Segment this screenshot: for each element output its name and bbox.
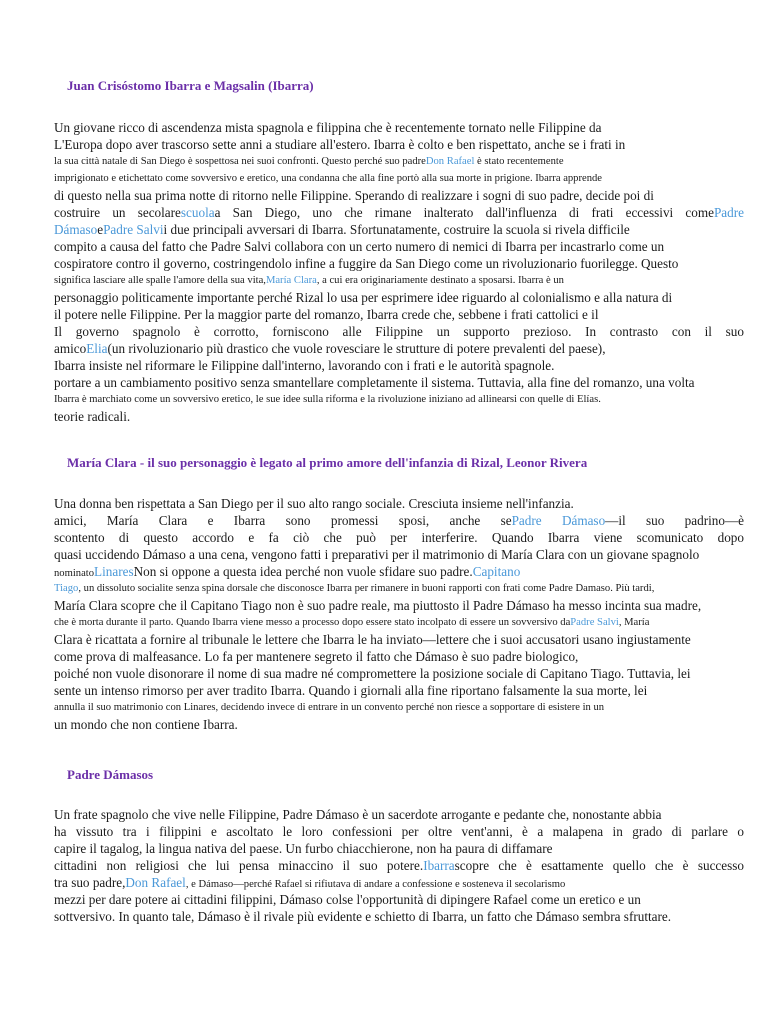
text-line xyxy=(54,529,744,546)
text-line xyxy=(54,204,744,221)
text-line xyxy=(54,187,744,204)
text-run: amici, María Clara e Ibarra sono promessi sposi, anche se xyxy=(54,513,512,528)
text-run: a San Diego, uno che rimane inalterato dall'influenza di frati eccessivi come xyxy=(214,205,714,220)
character-link[interactable]: Padre Salvi xyxy=(570,617,619,628)
text-run: poiché non vuole disonorare il nome di sua madre né compromettere la posizione sociale di Capitano Tiago. Tuttavia, lei xyxy=(54,666,691,681)
text-run: Un giovane ricco di ascendenza mista spagnola e filippina che è recentemente tornato nelle Filippine da xyxy=(54,120,602,135)
text-run: i due principali avversari di Ibarra. Sfortunatamente, costruire la scuola si rivela difficile xyxy=(163,222,630,237)
text-line xyxy=(54,238,744,255)
text-line xyxy=(54,563,744,580)
text-run: costruire un secolare xyxy=(54,205,181,220)
text-line xyxy=(54,153,744,170)
text-run: Il governo spagnolo è corrotto, forniscono alle Filippine un supporto prezioso. In contrasto con il suo xyxy=(54,324,744,339)
text-line xyxy=(54,891,744,908)
text-run: , un dissoluto socialite senza spina dorsale che disconosce Ibarra per rimanere in buoni rapporti con frati come Padre Damaso. Più tardi, xyxy=(78,583,655,594)
text-line xyxy=(54,699,744,716)
text-line xyxy=(54,323,744,340)
text-run: sente un intenso rimorso per aver tradito Ibarra. Quando i giornali alla fine riportano falsamente la sua morte, lei xyxy=(54,683,648,698)
text-line xyxy=(54,806,744,823)
text-run: di questo nella sua prima notte di ritorno nelle Filippine. Sperando di realizzare i sogni di suo padre, decide poi di xyxy=(54,188,654,203)
character-link[interactable]: Don Rafael xyxy=(425,156,475,167)
section-body-maria-clara xyxy=(54,495,744,733)
character-link[interactable]: Ibarra xyxy=(423,858,455,873)
text-run: , e Dámaso—perché Rafael si rifiutava di andare a confessione e sosteneva il secolarismo xyxy=(185,879,566,890)
text-line xyxy=(54,136,744,153)
text-run: cittadini non religiosi che lui pensa minaccino il suo potere. xyxy=(54,858,424,873)
section-title-maria-clara: María Clara - il suo personaggio è legato al primo amore dell'infanzia di Rizal, Leonor Rivera xyxy=(67,455,588,470)
text-run: Non si oppone a questa idea perché non vuole sfidare suo padre. xyxy=(133,564,473,579)
section-body-ibarra xyxy=(54,119,744,425)
text-line xyxy=(54,119,744,136)
text-line xyxy=(54,272,744,289)
text-run: annulla il suo matrimonio con Linares, decidendo invece di entrare in un convento perché non riesce a sopportare di esistere in un xyxy=(54,702,605,713)
character-link[interactable]: Padre Salvi xyxy=(103,222,164,237)
text-line xyxy=(54,597,744,614)
text-run: scontento di questo accordo e fa ciò che può per interferire. Quando Ibarra viene scomunicato dopo xyxy=(54,530,744,545)
text-run: Clara è ricattata a fornire al tribunale le lettere che Ibarra le ha inviato—lettere che i suoi accusatori usano ingiustamente xyxy=(54,632,691,647)
character-link[interactable]: Tiago xyxy=(54,583,79,594)
text-run: cospiratore contro il governo, costringendolo infine a fuggire da San Diego come un rivoluzionario fuorilegge. Questo xyxy=(54,256,679,271)
text-run: Una donna ben rispettata a San Diego per il suo alto rango sociale. Cresciuta insieme nell'infanzia. xyxy=(54,496,574,511)
character-link[interactable]: scuola xyxy=(180,205,215,220)
text-run: quasi uccidendo Dámaso a una cena, vengono fatti i preparativi per il matrimonio di María Clara con un giovane spagnolo xyxy=(54,547,700,562)
text-run: , María xyxy=(618,617,650,628)
text-run: teorie radicali. xyxy=(54,409,131,424)
text-run: sottversivo. In quanto tale, Dámaso è il rivale più evidente e schietto di Ibarra, un fatto che Dámaso sembra sfruttare. xyxy=(54,909,672,924)
text-run: capire il tagalog, la lingua nativa del paese. Un furbo chiacchierone, non ha paura di diffamare xyxy=(54,841,553,856)
character-link[interactable]: María Clara xyxy=(265,275,317,286)
text-run: un mondo che non contiene Ibarra. xyxy=(54,717,238,732)
text-line xyxy=(54,374,744,391)
text-run: portare a un cambiamento positivo senza smantellare completamente il sistema. Tuttavia, alla fine del romanzo, una volta xyxy=(54,375,695,390)
text-run: Ibarra è marchiato come un sovversivo eretico, le sue idee sulla riforma e la rivoluzione iniziano ad allinearsi con quelle di Elías. xyxy=(54,394,601,405)
text-line xyxy=(54,512,744,529)
text-run: il potere nelle Filippine. Per la maggior parte del romanzo, Ibarra crede che, sebbene i frati cattolici e il xyxy=(54,307,599,322)
text-line xyxy=(54,306,744,323)
text-line xyxy=(54,908,744,925)
section-title-ibarra: Juan Crisóstomo Ibarra e Magsalin (Ibarra) xyxy=(67,78,314,93)
text-line xyxy=(54,840,744,857)
text-run: —il suo padrino—è xyxy=(605,513,744,528)
text-line xyxy=(54,546,744,563)
text-run: Un frate spagnolo che vive nelle Filippine, Padre Dámaso è un sacerdote arrogante e pedante che, nonostante abbia xyxy=(54,807,662,822)
text-run: che è morta durante il parto. Quando Ibarra viene messo a processo dopo essere stato incolpato di essere un sovversivo da xyxy=(54,617,571,628)
text-run: è stato recentemente xyxy=(474,156,564,167)
text-line xyxy=(54,874,744,891)
text-line xyxy=(54,614,744,631)
text-line xyxy=(54,255,744,272)
text-run: come prova di malfeasance. Lo fa per mantenere segreto il fatto che Dámaso è suo padre biologico, xyxy=(54,649,579,664)
section-title-padre-damaso: Padre Dámasos xyxy=(67,767,154,782)
text-line xyxy=(54,823,744,840)
character-link[interactable]: Dámaso xyxy=(54,222,98,237)
text-line xyxy=(54,631,744,648)
text-run: Ibarra insiste nel riformare le Filippine dall'interno, lavorando con i frati e le autorità spagnole. xyxy=(54,358,555,373)
text-run: la sua città natale di San Diego è sospettosa nei suoi confronti. Questo perché suo padre xyxy=(54,156,426,167)
text-line xyxy=(54,289,744,306)
text-run: scopre che è esattamente quello che è successo xyxy=(454,858,744,873)
text-line xyxy=(54,170,744,187)
character-link[interactable]: Padre Dámaso xyxy=(511,513,606,528)
text-run: nominato xyxy=(54,568,95,579)
character-link[interactable]: Don Rafael xyxy=(125,875,186,890)
character-link[interactable]: Padre xyxy=(713,205,744,220)
text-run: , a cui era originariamente destinato a sposarsi. Ibarra è un xyxy=(316,275,564,286)
text-run: personaggio politicamente importante perché Rizal lo usa per esprimere idee riguardo al colonialismo e alla natura di xyxy=(54,290,673,305)
character-link[interactable]: Linares xyxy=(94,564,134,579)
text-run: imprigionato e etichettato come sovversivo e eretico, una condanna che alla fine portò alla sua morte in prigione. Ibarra apprende xyxy=(54,173,603,184)
text-run: (un rivoluzionario più drastico che vuole rovesciare le strutture di potere prevalenti del paese), xyxy=(107,341,606,356)
text-run: L'Europa dopo aver trascorso sette anni a studiare all'estero. Ibarra è colto e ben rispettato, anche se i frati in xyxy=(54,137,626,152)
text-line xyxy=(54,682,744,699)
text-line xyxy=(54,648,744,665)
character-link[interactable]: Elia xyxy=(86,341,108,356)
text-run: significa lasciare alle spalle l'amore della sua vita, xyxy=(54,275,266,286)
text-line xyxy=(54,665,744,682)
text-line xyxy=(54,580,744,597)
text-run: tra suo padre, xyxy=(54,875,126,890)
text-run: mezzi per dare potere ai cittadini filippini, Dámaso colse l'opportunità di dipingere Rafael come un eretico e un xyxy=(54,892,641,907)
text-line xyxy=(54,391,744,408)
text-run: amico xyxy=(54,341,87,356)
text-line xyxy=(54,340,744,357)
text-line xyxy=(54,357,744,374)
text-run: ha vissuto tra i filippini e ascoltato le loro confessioni per oltre vent'anni, è a malapena in grado di parlare o xyxy=(54,824,744,839)
text-line xyxy=(54,857,744,874)
text-run: María Clara scopre che il Capitano Tiago non è suo padre reale, ma piuttosto il Padre Dámaso ha messo incinta sua madre, xyxy=(54,598,702,613)
section-body-padre-damaso xyxy=(54,806,744,925)
text-line xyxy=(54,408,744,425)
text-line xyxy=(54,221,744,238)
text-run: compito a causa del fatto che Padre Salvi collabora con un certo numero di nemici di Ibarra per incastrarlo come un xyxy=(54,239,665,254)
text-line xyxy=(54,716,744,733)
character-link[interactable]: Capitano xyxy=(472,564,521,579)
text-line xyxy=(54,495,744,512)
text-run: e xyxy=(97,222,104,237)
